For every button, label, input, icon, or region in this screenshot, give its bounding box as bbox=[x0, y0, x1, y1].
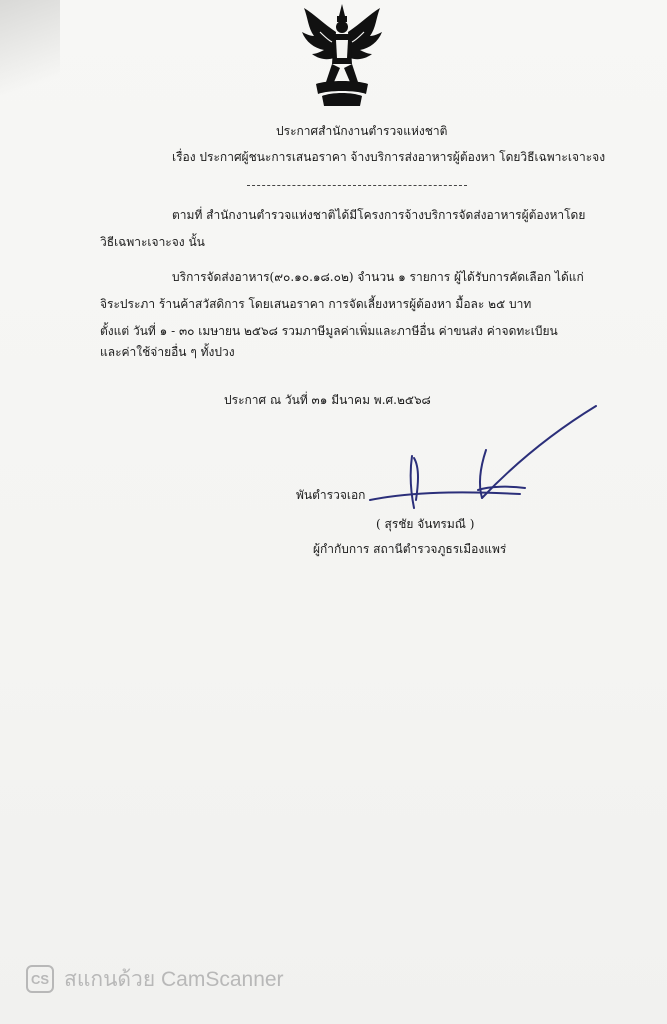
separator-line bbox=[247, 185, 467, 186]
paragraph-2-line-1: บริการจัดส่งอาหาร(๙๐.๑๐.๑๘.๐๒) จำนวน ๑ รายการ ผู้ได้รับการคัดเลือก ได้แก่ bbox=[172, 270, 584, 284]
camscanner-watermark bbox=[26, 962, 284, 996]
document-subject: เรื่อง ประกาศผู้ชนะการเสนอราคา จ้างบริการส่งอาหารผู้ต้องหา โดยวิธีเฉพาะเจาะจง bbox=[172, 150, 606, 164]
garuda-emblem-icon bbox=[296, 2, 388, 112]
signer-rank: พันตำรวจเอก bbox=[296, 488, 366, 502]
document-title: ประกาศสำนักงานตำรวจแห่งชาติ bbox=[276, 124, 448, 138]
signer-name: ( สุรชัย จันทรมณี ) bbox=[376, 517, 475, 531]
paragraph-2-line-2: จิระประภา ร้านค้าสวัสดิการ โดยเสนอราคา การจัดเลี้ยงหารผู้ต้องหา มื้อละ ๒๕ บาท bbox=[100, 297, 532, 311]
paragraph-1-line-2: วิธีเฉพาะเจาะจง นั้น bbox=[100, 235, 205, 249]
paragraph-2-line-4: และค่าใช้จ่ายอื่น ๆ ทั้งปวง bbox=[100, 345, 235, 359]
paragraph-2-line-3: ตั้งแต่ วันที่ ๑ - ๓๐ เมษายน ๒๕๖๘ รวมภาษีมูลค่าเพิ่มและภาษีอื่น ค่าขนส่ง ค่าจดทะเบียน bbox=[100, 324, 558, 338]
signer-position: ผู้กำกับการ สถานีตำรวจภูธรเมืองแพร่ bbox=[313, 542, 507, 556]
paragraph-1-line-1: ตามที่ สำนักงานตำรวจแห่งชาติได้มีโครงการจ้างบริการจัดส่งอาหารผู้ต้องหาโดย bbox=[172, 208, 586, 222]
camscanner-logo-icon: CS bbox=[26, 965, 54, 993]
announcement-date: ประกาศ ณ วันที่ ๓๑ มีนาคม พ.ศ.๒๕๖๘ bbox=[224, 393, 431, 407]
handwritten-signature bbox=[360, 398, 610, 518]
camscanner-label: สแกนด้วย CamScanner bbox=[64, 967, 284, 991]
page-fold-shadow bbox=[0, 0, 60, 120]
